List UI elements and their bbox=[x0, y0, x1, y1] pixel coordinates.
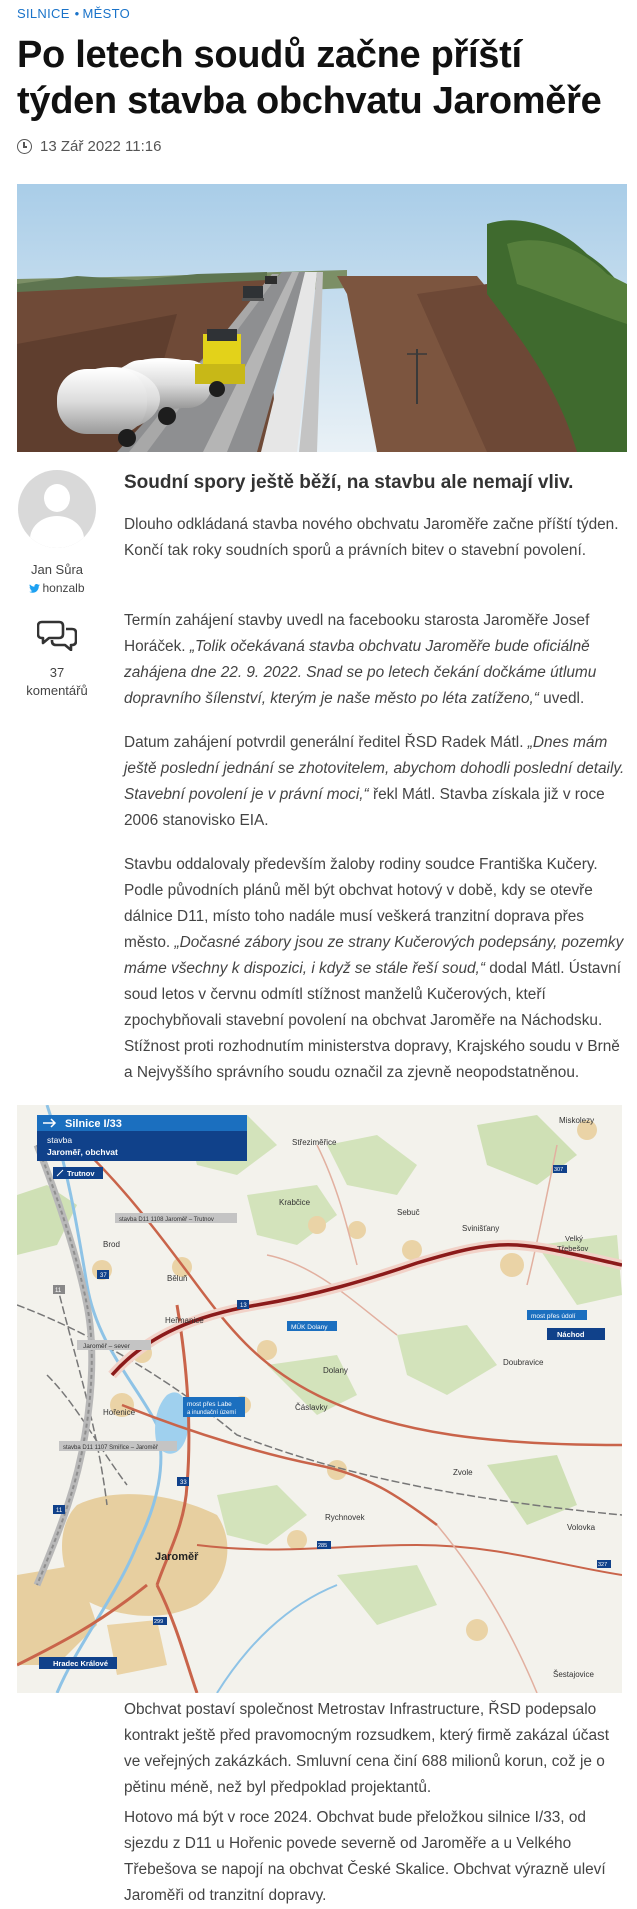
map-road-d11: 11 bbox=[56, 1508, 63, 1514]
avatar-body bbox=[30, 516, 84, 548]
clock-icon bbox=[17, 139, 32, 154]
avatar-head bbox=[44, 484, 70, 512]
map-place-sebuc: Sebuč bbox=[397, 1208, 420, 1217]
author-twitter-handle: honzalb bbox=[42, 581, 85, 595]
map-label-d11-north: stavba D11 1108 Jaroměř – Trutnov bbox=[119, 1217, 214, 1223]
paragraph-quote: „Tolik očekávaná stavba obchvatu Jaroměře bude oficiálně zahájena dne 22. 9. 2022. Snad se po letech čekání dočkáme útlumu dopravního šílenství, kterým je naše město po léta zatíženo,“ bbox=[124, 638, 597, 707]
map-sign-nachod: Náchod bbox=[557, 1330, 585, 1339]
map-header-title: Silnice I/33 bbox=[65, 1118, 122, 1130]
hero-illustration bbox=[17, 184, 627, 452]
article-date bbox=[17, 138, 161, 155]
map-place-doubravice: Doubravice bbox=[503, 1358, 544, 1367]
paragraph-text: dodal Mátl. Ústavní soud letos v červnu odmítl stížnost manželů Kučerových, kteří zpochybňovali stavební povolení na obchvat Jaroměře na Náchodsku. Stížnost proti rozhodnutím ministerstva dopravy, Krajského soudu v Brně a Nejvyššího správního soudu označil za zjevně neopodstatněnou. bbox=[124, 960, 621, 1081]
bypass-map-svg bbox=[17, 1105, 622, 1693]
map-place-rychnovek: Rychnovek bbox=[325, 1513, 365, 1522]
paragraph-text: Datum zahájení potvrdil generální ředitel ŘSD Radek Mátl. bbox=[124, 734, 528, 751]
map-sign-hradec: Hradec Králové bbox=[53, 1659, 109, 1668]
map-road-37: 37 bbox=[100, 1273, 107, 1279]
map-road-13: 13 bbox=[240, 1303, 247, 1309]
article-paragraph-3 bbox=[124, 730, 629, 834]
hero-image bbox=[17, 184, 627, 452]
twitter-icon bbox=[29, 584, 40, 593]
author-avatar[interactable] bbox=[18, 470, 96, 548]
category-separator: • bbox=[74, 6, 80, 21]
map-label-d11-south: stavba D11 1107 Smiřice – Jaroměř bbox=[63, 1445, 158, 1451]
paragraph-quote: „Dnes mám ještě poslední jednání se zhotovitelem, abychom dohodli poslední detaily. Stavební povolení je v právní moci,“ bbox=[124, 734, 625, 803]
map-road-33: 33 bbox=[180, 1480, 187, 1486]
map-place-dolany: Dolany bbox=[323, 1366, 348, 1375]
map-place-velky-2: Třebešov bbox=[557, 1244, 589, 1253]
map-header-sub2: Jaroměř, obchvat bbox=[47, 1147, 118, 1157]
map-sign-trutnov: Trutnov bbox=[67, 1169, 95, 1178]
map-label-exit: Jaroměř – sever bbox=[83, 1343, 130, 1350]
category-link-mesto[interactable]: MĚSTO bbox=[82, 6, 131, 21]
paragraph-text: uvedl. bbox=[538, 690, 585, 707]
paragraph-text: Stavbu oddalovaly především žaloby rodiny soudce Františka Kučery. Podle původních plánů měl být obchvat hotový v době, kdy se otevře dálnice D11, místo toho nadále musí veškerá tranzitní doprava přes město. bbox=[124, 856, 598, 951]
comments-link[interactable] bbox=[17, 664, 97, 700]
paragraph-text: Obchvat postaví společnost Metrostav Infrastructure, ŘSD podepsalo kontrakt ještě před pravomocným rozsudkem, který firmě zakázal účast ve veřejných zakázkách. Smluvní cena činí 688 milionů korun, což je o pětinu méně, než byl předpoklad projektantů. bbox=[124, 1701, 609, 1796]
map-place-sestajovice: Šestajovice bbox=[553, 1670, 594, 1679]
map-place-krabcice: Krabčice bbox=[279, 1198, 311, 1207]
author-box bbox=[17, 470, 97, 700]
map-place-miskolezy: Miskolezy bbox=[559, 1116, 595, 1125]
map-road-11: 11 bbox=[55, 1288, 62, 1294]
author-name[interactable]: Jan Sůra bbox=[30, 562, 84, 577]
category-breadcrumb bbox=[17, 6, 130, 21]
article-paragraph-2 bbox=[124, 608, 629, 712]
comments-count: 37 bbox=[49, 665, 65, 680]
map-label-most-labe2: a inundační území bbox=[187, 1410, 237, 1416]
comments-icon[interactable] bbox=[37, 619, 77, 651]
map-place-volovka: Volovka bbox=[567, 1523, 596, 1532]
article-paragraph-1 bbox=[124, 512, 629, 564]
map-place-horenice: Hořenice bbox=[103, 1408, 136, 1417]
paragraph-text: Hotovo má být v roce 2024. Obchvat bude přeložkou silnice I/33, od sjezdu z D11 u Hořenic povede severně od Jaroměře a u Velkého Třebešova se napojí na obchvat České Skalice. Obchvat výrazně uleví Jaroměři od tranzitní dopravy. bbox=[124, 1809, 606, 1904]
map-label-most-labe1: most přes Labe bbox=[187, 1401, 232, 1408]
map-place-hermanice: Heřmanice bbox=[165, 1316, 204, 1325]
map-road-307: 307 bbox=[554, 1167, 564, 1173]
article-paragraph-6 bbox=[124, 1805, 629, 1909]
map-place-caslavky: Čáslavky bbox=[295, 1403, 328, 1412]
map-road-299: 299 bbox=[154, 1619, 164, 1625]
map-road-327: 327 bbox=[598, 1562, 608, 1568]
author-twitter-link[interactable] bbox=[17, 581, 97, 595]
map-place-belun: Běluň bbox=[167, 1274, 188, 1283]
map-place-brod: Brod bbox=[103, 1240, 120, 1249]
article-date-text: 13 Zář 2022 11:16 bbox=[40, 138, 162, 155]
bypass-map bbox=[17, 1105, 622, 1693]
paragraph-text: řekl Mátl. Stavba získala již v roce 2006 stanovisko EIA. bbox=[124, 786, 605, 829]
article-paragraph-5 bbox=[124, 1697, 629, 1801]
article-paragraph-4 bbox=[124, 852, 629, 1086]
paragraph-text: Dlouho odkládaná stavba nového obchvatu Jaroměře začne příští týden. Končí tak roky soudních sporů a právních bitev o stavební povolení. bbox=[124, 516, 619, 559]
paragraph-quote: „Dočasné zábory jsou ze strany Kučerových podepsány, pozemky máme všechny k dispozici, i když se stále řeší soud,“ bbox=[124, 934, 624, 977]
map-place-strezimerice: Střeziměřice bbox=[292, 1138, 337, 1147]
map-label-muk: MÚK Dolany bbox=[291, 1324, 328, 1331]
map-place-velky-1: Velký bbox=[565, 1234, 583, 1243]
map-header-sub1: stavba bbox=[47, 1135, 73, 1145]
map-road-285: 285 bbox=[318, 1543, 328, 1549]
map-place-svinistany: Svinišťany bbox=[462, 1224, 500, 1233]
comments-label: komentářů bbox=[26, 683, 88, 698]
category-link-silnice[interactable]: SILNICE bbox=[17, 6, 70, 21]
paragraph-text: Termín zahájení stavby uvedl na facebooku starosta Jaroměře Josef Horáček. bbox=[124, 612, 590, 655]
article-title: Po letech soudů začne příští týden stavba obchvatu Jaroměře bbox=[17, 34, 602, 122]
map-place-zvole: Zvole bbox=[453, 1468, 473, 1477]
article-perex: Soudní spory ještě běží, na stavbu ale nemají vliv. bbox=[124, 472, 574, 493]
map-label-most-udoli: most přes údolí bbox=[531, 1313, 576, 1320]
map-place-jaromer: Jaroměř bbox=[155, 1551, 199, 1563]
